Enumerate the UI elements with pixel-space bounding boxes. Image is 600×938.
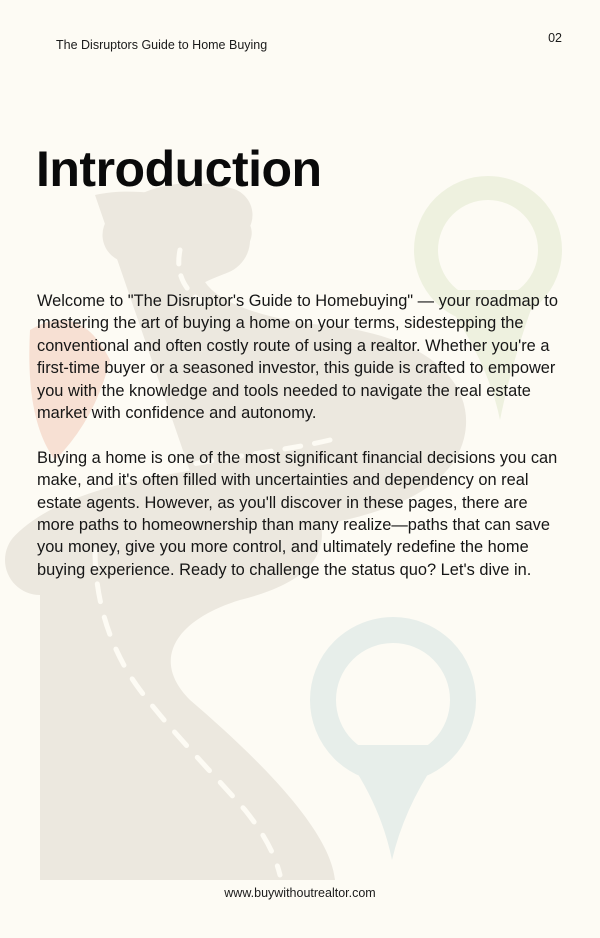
page-number: 02	[548, 31, 562, 45]
document-header-title: The Disruptors Guide to Home Buying	[56, 38, 268, 52]
map-pin-blue-icon	[323, 630, 463, 860]
intro-paragraph-2: Buying a home is one of the most significant financial decisions you can make, and it's often filled with uncertainties and dependency on real estate agents. However, as you'll discover in these pages, there are more paths to homeownership than many realize—paths that can save you money, give you more control, and ultimately redefine the home buying experience. Ready to challenge the status quo? Let's dive in.	[37, 448, 558, 579]
intro-body	[37, 290, 565, 604]
footer-url: www.buywithoutrealtor.com	[224, 886, 376, 900]
page-title: Introduction	[36, 141, 322, 197]
intro-paragraph-1: Welcome to "The Disruptor's Guide to Homebuying" — your roadmap to mastering the art of buying a home on your terms, sidestepping the conventional and often costly route of using a realtor. Whether you're a first-time buyer or a seasoned investor, this guide is crafted to empower you with the knowledge and tools needed to navigate the real estate market with confidence and autonomy.	[37, 292, 558, 423]
